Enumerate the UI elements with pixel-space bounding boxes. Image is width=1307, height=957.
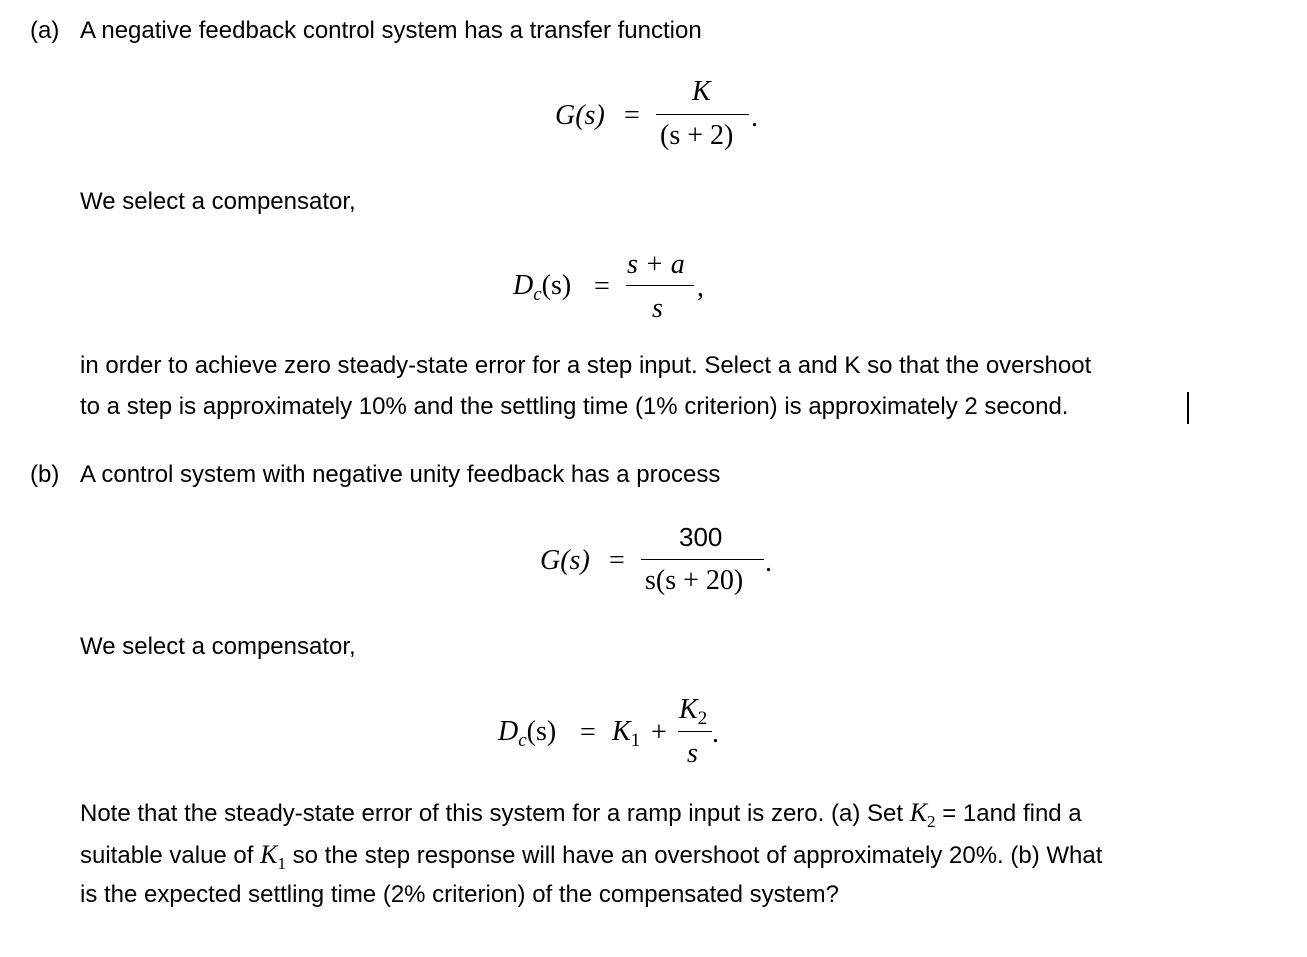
comp-b-k2-sub: 2 xyxy=(697,708,708,729)
comp-b-fraction-bar xyxy=(678,731,712,732)
note-line-1 xyxy=(80,798,1082,831)
tf-lhs: G(s) xyxy=(555,100,605,131)
note-k2: K xyxy=(909,798,928,827)
note-line-2-end: so the step response will have an overshoot of approximately 20%. (b) What xyxy=(292,842,1103,869)
part-b-intro: A control system with negative unity feedback has a process xyxy=(80,461,721,488)
comp-b-denominator: s xyxy=(687,738,698,769)
part-a-intro: A negative feedback control system has a transfer function xyxy=(80,17,702,44)
part-a-paragraph-line-1: in order to achieve zero steady-state error for a step input. Select a and K so that the overshoot xyxy=(80,352,1092,379)
comp-b-lhs-arg: (s) xyxy=(526,716,557,747)
comp-lhs-d: D xyxy=(513,270,534,301)
comp-b-k1: K xyxy=(612,716,631,747)
tf-period: . xyxy=(751,102,758,133)
comp-fraction-bar xyxy=(626,285,694,286)
tf-fraction-bar xyxy=(656,114,749,115)
comp-denominator: s xyxy=(652,293,663,324)
note-k2-sub: 2 xyxy=(927,812,936,831)
comp-lhs-sub: c xyxy=(533,284,542,305)
tf-b-period: . xyxy=(765,547,772,578)
part-b-label: (b) xyxy=(30,461,60,488)
tf-b-equals: = xyxy=(609,545,625,576)
comp-b-lhs-sub: c xyxy=(518,730,527,751)
tf-b-denominator: s(s + 20) xyxy=(645,565,744,596)
comp-b-k1-sub: 1 xyxy=(630,730,641,751)
part-a-label: (a) xyxy=(30,17,60,44)
tf-b-fraction-bar xyxy=(641,559,764,560)
note-k1-sub: 1 xyxy=(277,854,286,873)
comp-b-lhs-d: D xyxy=(498,716,519,747)
comp-lhs-arg: (s) xyxy=(541,270,572,301)
part-b-select-text: We select a compensator, xyxy=(80,633,356,660)
comp-b-k2: K xyxy=(679,694,698,725)
tf-equals: = xyxy=(624,100,640,131)
tf-b-numerator: 300 xyxy=(679,522,723,552)
note-line-3: is the expected settling time (2% criterion) of the compensated system? xyxy=(80,881,840,908)
comp-comma: , xyxy=(697,272,704,303)
comp-b-equals: = xyxy=(580,717,596,748)
comp-b-plus: + xyxy=(651,717,667,748)
note-line-1-text: Note that the steady-state error of this system for a ramp input is zero. (a) Set xyxy=(80,800,904,827)
note-k1: K xyxy=(260,840,278,869)
part-a-paragraph-line-2: to a step is approximately 10% and the settling time (1% criterion) is approximately 2 second. xyxy=(80,393,1069,420)
tf-b-lhs: G(s) xyxy=(540,545,590,576)
comp-b-period: . xyxy=(712,718,719,749)
note-line-2 xyxy=(80,840,1103,873)
comp-numerator: s + a xyxy=(627,249,685,280)
part-a-select-text: We select a compensator, xyxy=(80,188,356,215)
tf-numerator: K xyxy=(692,76,711,107)
note-line-2-start: suitable value of xyxy=(80,842,254,869)
note-line-1-end: = 1and find a xyxy=(942,800,1082,827)
comp-equals: = xyxy=(594,271,610,302)
text-cursor xyxy=(1187,392,1189,424)
tf-denominator: (s + 2) xyxy=(660,120,734,151)
